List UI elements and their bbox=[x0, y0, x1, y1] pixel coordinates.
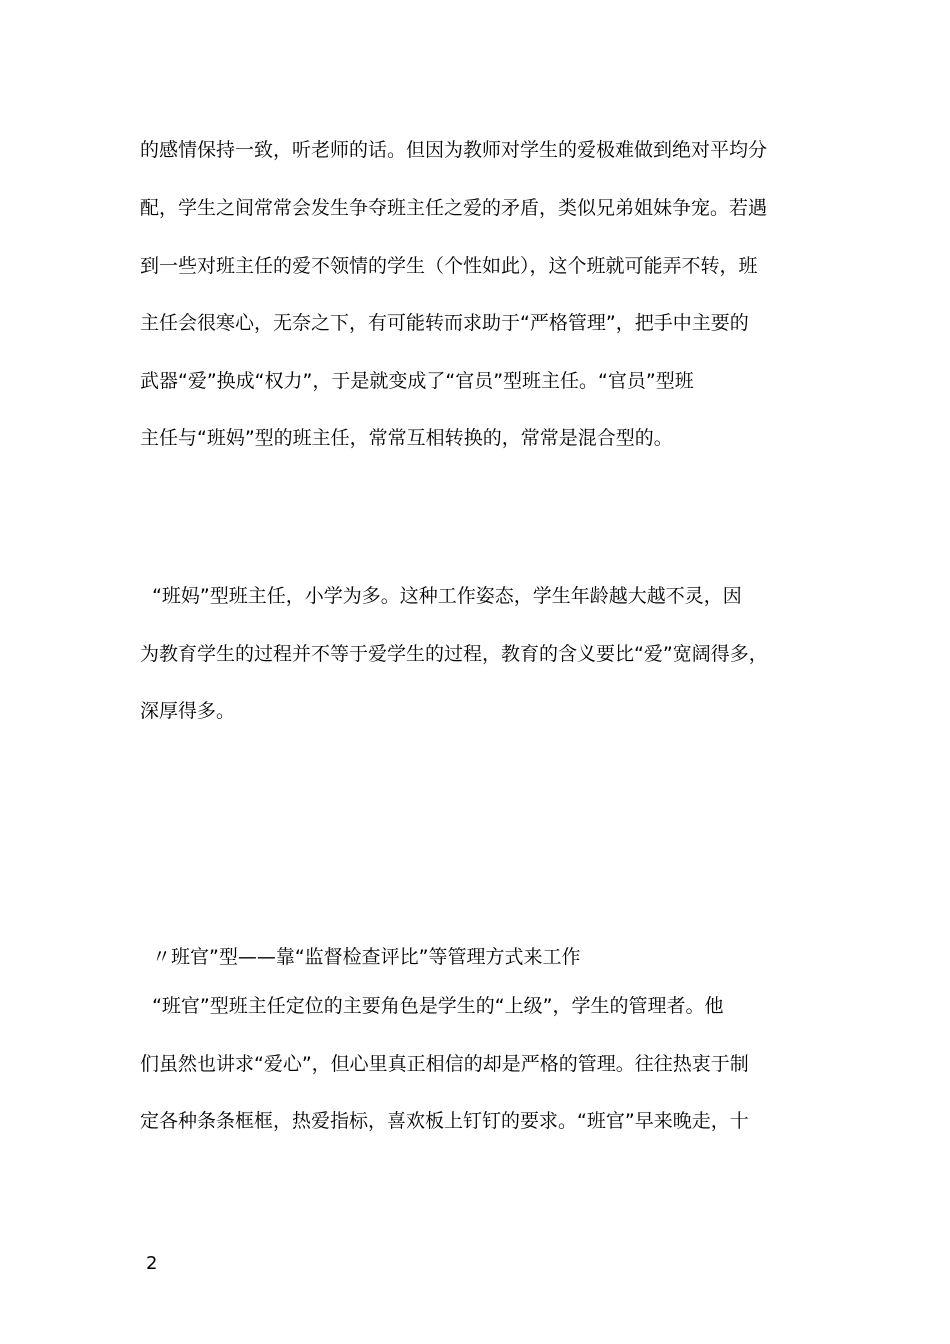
text-line: 主任会很寒心，无奈之下，有可能转而求助于“严格管理”，把手中主要的 bbox=[140, 312, 749, 334]
section-heading: 〃班官”型——靠“监督检查评比”等管理方式来工作 bbox=[152, 946, 581, 968]
text-line: “班官”型班主任定位的主要角色是学生的“上级”，学生的管理者。他 bbox=[140, 995, 724, 1017]
text-line: “班妈”型班主任，小学为多。这种工作姿态，学生年龄越大越不灵，因 bbox=[140, 585, 742, 607]
text-line: 的感情保持一致，听老师的话。但因为教师对学生的爱极难做到绝对平均分 bbox=[140, 139, 768, 161]
text-line: 武器“爱”换成“权力”，于是就变成了“官员”型班主任。“官员”型班 bbox=[140, 370, 694, 392]
text-line: 为教育学生的过程并不等于爱学生的过程，教育的含义要比“爱”宽阔得多， bbox=[140, 643, 768, 665]
text-line: 到一些对班主任的爱不领情的学生（个性如此），这个班就可能弄不转，班 bbox=[140, 255, 758, 277]
page-number: 2 bbox=[146, 1253, 158, 1274]
text-line: 定各种条条框框，热爱指标，喜欢板上钉钉的要求。“班官”早来晚走，十 bbox=[140, 1110, 749, 1132]
text-line: 配，学生之间常常会发生争夺班主任之爱的矛盾，类似兄弟姐妹争宠。若遇 bbox=[140, 197, 768, 219]
text-line: 们虽然也讲求“爱心”，但心里真正相信的却是严格的管理。往往热衷于制 bbox=[140, 1053, 749, 1075]
text-line: 主任与“班妈”型的班主任，常常互相转换的，常常是混合型的。 bbox=[140, 427, 673, 449]
text-line: 深厚得多。 bbox=[140, 700, 236, 722]
